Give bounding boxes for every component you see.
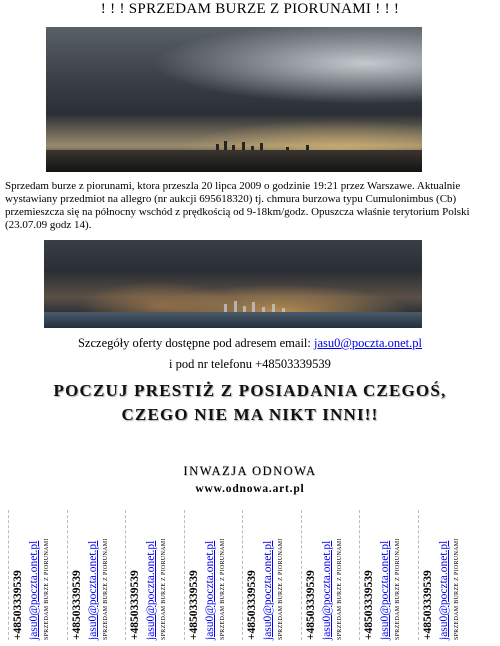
tear-off-email-link[interactable]: jasu0@poczta.onet.pl	[145, 540, 157, 640]
tear-off-email-link[interactable]: jasu0@poczta.onet.pl	[203, 540, 216, 640]
tear-off-email	[436, 510, 452, 640]
tear-off-title: SPRZEDAM BURZE Z PIORUNAMI	[219, 538, 226, 640]
tear-off-email	[26, 510, 42, 640]
tear-off-phone: +48503339539	[70, 570, 83, 640]
tear-off-email-link[interactable]: jasu0@poczta.onet.pl	[320, 540, 333, 640]
tear-off-title: SPRZEDAM BURZE Z PIORUNAMI	[453, 538, 460, 640]
tear-off-title: SPRZEDAM BURZE Z PIORUNAMI	[278, 538, 284, 640]
storm-photo-top	[46, 27, 422, 172]
tear-off-title: SPRZEDAM BURZE Z PIORUNAMI	[336, 538, 343, 640]
tear-off-tab[interactable]	[67, 510, 126, 640]
tear-off-email	[202, 510, 218, 640]
tear-off-title: SPRZEDAM BURZE Z PIORUNAMI	[161, 538, 167, 640]
tear-off-tabs	[0, 510, 500, 640]
contact-phone-line: i pod nr telefonu +48503339539	[169, 357, 331, 371]
headline: POCZUJ PRESTIŻ Z POSIADANIA CZEGOŚ, CZEGO NIE MA NIKT INNI!!	[53, 381, 447, 424]
tear-off-title: SPRZEDAM BURZE Z PIORUNAMI	[102, 538, 109, 640]
tear-off-phone: +48503339539	[363, 570, 375, 640]
storm-photo-bottom	[44, 240, 422, 328]
tear-off-phone: +48503339539	[12, 570, 24, 640]
tear-off-email	[85, 510, 101, 640]
tear-off-email-link[interactable]: jasu0@poczta.onet.pl	[379, 540, 391, 640]
tear-off-email	[319, 510, 335, 640]
tear-off-title: SPRZEDAM BURZE Z PIORUNAMI	[44, 538, 50, 640]
contact-email-line	[0, 336, 500, 351]
footer-name: INWAZJA ODNOWA	[183, 464, 317, 478]
footer-url[interactable]: www.odnowa.art.pl	[195, 483, 305, 495]
tear-off-tab[interactable]	[242, 510, 301, 640]
tear-off-tab[interactable]	[184, 510, 243, 640]
tear-off-email-link[interactable]: jasu0@poczta.onet.pl	[262, 540, 274, 640]
tear-off-email	[143, 510, 159, 640]
tear-off-tab[interactable]	[301, 510, 360, 640]
tear-off-email	[377, 510, 393, 640]
contact-email-prefix: Szczegóły oferty dostępne pod adresem email:	[77, 336, 311, 350]
tear-off-email-link[interactable]: jasu0@poczta.onet.pl	[86, 540, 99, 640]
page-title: ! ! ! SPRZEDAM BURZE Z PIORUNAMI ! ! !	[100, 1, 400, 17]
tear-off-phone: +48503339539	[304, 570, 317, 640]
offer-description: Sprzedam burze z piorunami, ktora przeszla 20 lipca 2009 o godzinie 19:21 przez Warszawe. Aktualnie wystawiany przedmiot na allegro (nr aukcji 695618320) tj. chmura burzowa typu Cumulonimbus (Cb) przemieszcza się na północny wschód z prędkością od 9-18km/godz. Opuszcza właśnie terytorium Polski (23.07.09 godz 14).	[5, 180, 470, 231]
tear-off-tab[interactable]	[359, 510, 418, 640]
tear-off-phone: +48503339539	[421, 570, 434, 640]
tear-off-phone: +48503339539	[129, 570, 141, 640]
email-link[interactable]: jasu0@poczta.onet.pl	[314, 336, 423, 350]
tear-off-phone: +48503339539	[187, 570, 200, 640]
tear-off-tab[interactable]	[125, 510, 184, 640]
tear-off-email	[260, 510, 276, 640]
tear-off-tab[interactable]	[8, 510, 67, 640]
tear-off-tab[interactable]	[418, 510, 477, 640]
tear-off-email-link[interactable]: jasu0@poczta.onet.pl	[28, 540, 40, 640]
tear-off-phone: +48503339539	[246, 570, 258, 640]
tear-off-title: SPRZEDAM BURZE Z PIORUNAMI	[395, 538, 401, 640]
tear-off-email-link[interactable]: jasu0@poczta.onet.pl	[437, 540, 450, 640]
